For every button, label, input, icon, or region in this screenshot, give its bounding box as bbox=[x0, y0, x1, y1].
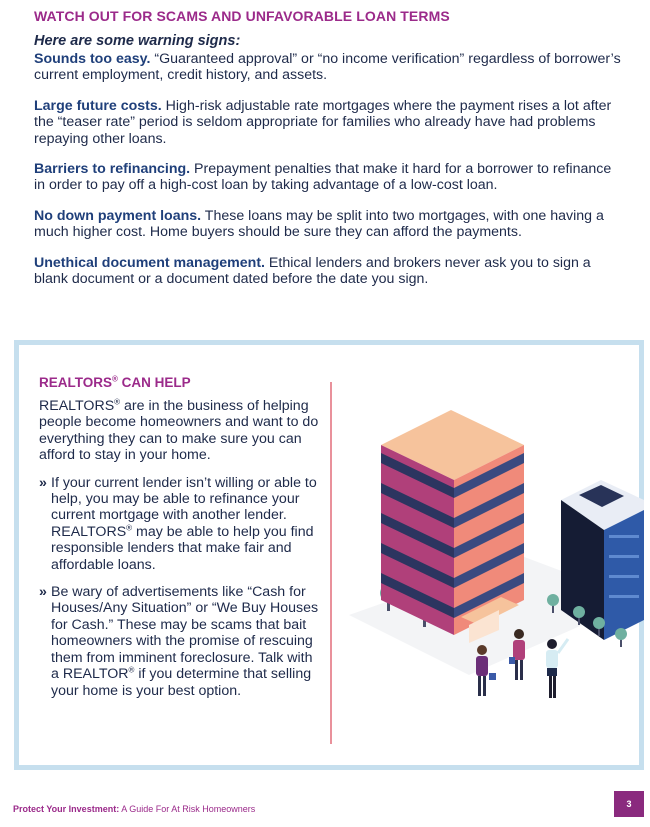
bullet-text bbox=[51, 584, 324, 699]
realtors-help-box bbox=[14, 340, 644, 770]
warning-sign-lead: Unethical document management. bbox=[34, 254, 265, 271]
bullet-text-part: if you determine that selling your home is your best option. bbox=[51, 666, 312, 699]
realtors-heading bbox=[39, 375, 191, 390]
bullet-item bbox=[39, 584, 324, 699]
warning-sign bbox=[34, 208, 624, 241]
bullet-text-part: Be wary of advertisements like “Cash for Houses/Any Situation” or “We Buy Houses for Cash.” These may be scams that bait homeowners with the promise of rescuing them from imminent foreclosure. Talk with a REALTOR bbox=[51, 584, 319, 683]
bullet-text-part: If your current lender isn’t willing or able to help, you may be able to refinance your current mortgage with another lender. REALTORS bbox=[51, 474, 317, 540]
registered-mark: ® bbox=[128, 665, 135, 675]
para-text: are in the business of helping people become homeowners and want to do everything they can to make sure you can afford to stay in your home. bbox=[39, 398, 319, 464]
warning-sign-text: “Guaranteed approval” or “no income verification” regardless of borrower’s current employment, credit history, and assets. bbox=[34, 51, 621, 84]
warning-sign bbox=[34, 98, 624, 147]
warning-sign bbox=[34, 51, 624, 84]
warning-sign-lead: Large future costs. bbox=[34, 97, 162, 114]
warning-sign-text: Prepayment penalties that make it hard for a borrower to refinance in order to pay off a high-cost loan by taking advantage of a low-cost loan. bbox=[34, 161, 612, 194]
bullet-text-part: may be able to help you find responsible lenders that make fair and affordable loans. bbox=[51, 523, 314, 573]
warning-sign bbox=[34, 161, 624, 194]
warning-sign-text: These loans may be split into two mortgages, with one having a much higher cost. Home buyers should be sure they can afford the payments. bbox=[34, 207, 604, 241]
warning-sign-lead: Barriers to refinancing. bbox=[34, 161, 191, 178]
bullet-chevron-icon: » bbox=[39, 474, 47, 491]
heading-text: CAN HELP bbox=[117, 375, 191, 390]
registered-mark: ® bbox=[114, 397, 121, 407]
city-buildings-illustration bbox=[339, 385, 644, 755]
footer-bold: Protect Your Investment: bbox=[13, 804, 120, 814]
registered-mark: ® bbox=[112, 374, 118, 384]
person-icon bbox=[546, 639, 568, 698]
bullet-text bbox=[51, 475, 324, 573]
bullet-item bbox=[39, 475, 324, 573]
heading-text: REALTORS bbox=[39, 375, 113, 390]
column-divider bbox=[330, 382, 332, 744]
warning-sign-text: High-risk adjustable rate mortgages where the payment rises a lot after the “teaser rate” period is seldom appropriate for families who already have had problems repaying other loans. bbox=[34, 97, 612, 147]
footer-text bbox=[13, 804, 255, 814]
intro-text: Here are some warning signs: bbox=[34, 33, 241, 49]
main-building bbox=[381, 410, 524, 643]
warning-sign-lead: No down payment loans. bbox=[34, 207, 202, 224]
tree-icon bbox=[615, 628, 627, 647]
realtors-paragraph bbox=[39, 398, 324, 464]
bullet-chevron-icon: » bbox=[39, 584, 47, 601]
registered-mark: ® bbox=[126, 523, 133, 533]
para-text: REALTORS bbox=[39, 398, 115, 414]
warning-signs-list bbox=[34, 51, 624, 301]
right-building bbox=[561, 480, 644, 640]
footer-rest: A Guide For At Risk Homeowners bbox=[119, 804, 256, 814]
warning-sign-lead: Sounds too easy. bbox=[34, 51, 151, 67]
realtors-body bbox=[39, 398, 324, 710]
page-number: 3 bbox=[614, 791, 644, 817]
warning-sign-text: Ethical lenders and brokers never ask you to sign a blank document or a document dated before the date you sign. bbox=[34, 254, 591, 288]
section-heading: WATCH OUT FOR SCAMS AND UNFAVORABLE LOAN TERMS bbox=[34, 8, 450, 24]
warning-sign bbox=[34, 255, 624, 288]
